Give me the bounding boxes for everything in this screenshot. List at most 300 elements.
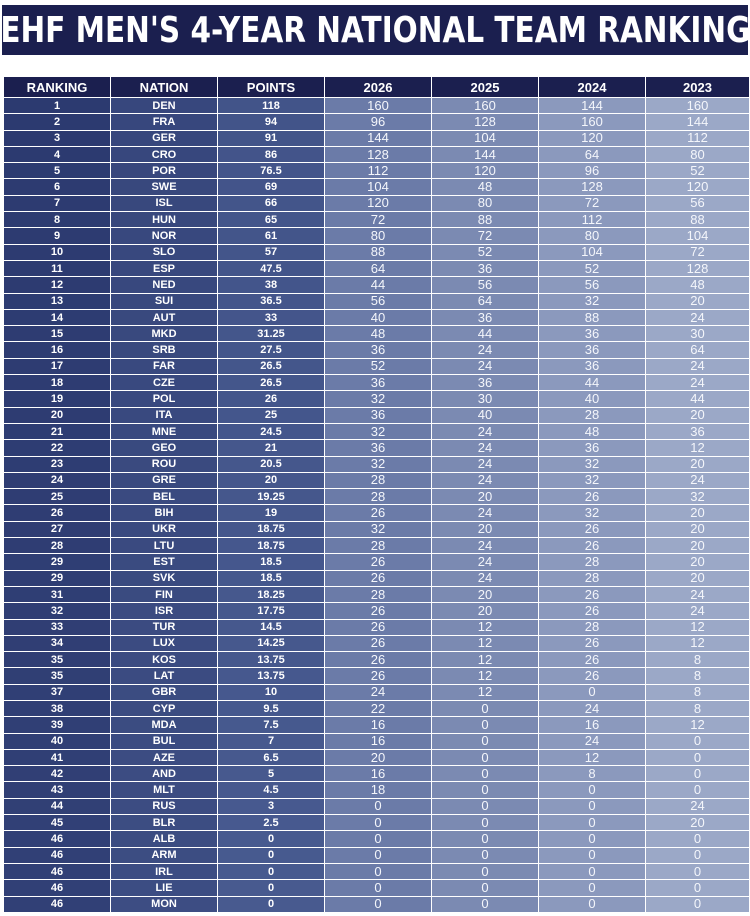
table-row (4, 244, 750, 260)
cell-year-2024: 0 (539, 863, 646, 879)
cell-points: 0 (218, 880, 325, 896)
cell-year-2023: 120 (646, 179, 750, 195)
cell-year-2024: 0 (539, 684, 646, 700)
cell-points: 10 (218, 684, 325, 700)
cell-year-2024: 144 (539, 98, 646, 114)
table-row (4, 586, 750, 602)
cell-year-2026: 32 (325, 391, 432, 407)
cell-nation: MNE (111, 423, 218, 439)
cell-year-2023: 8 (646, 684, 750, 700)
cell-nation: FRA (111, 114, 218, 130)
cell-ranking: 29 (4, 554, 111, 570)
cell-points: 33 (218, 309, 325, 325)
cell-year-2025: 52 (432, 244, 539, 260)
cell-year-2026: 52 (325, 358, 432, 374)
cell-nation: CYP (111, 700, 218, 716)
cell-nation: AZE (111, 749, 218, 765)
cell-year-2024: 32 (539, 456, 646, 472)
cell-points: 6.5 (218, 749, 325, 765)
table-row (4, 521, 750, 537)
table-row (4, 766, 750, 782)
cell-points: 14.5 (218, 619, 325, 635)
cell-year-2023: 20 (646, 505, 750, 521)
cell-year-2024: 64 (539, 146, 646, 162)
cell-points: 26.5 (218, 375, 325, 391)
cell-year-2023: 0 (646, 733, 750, 749)
cell-year-2023: 88 (646, 212, 750, 228)
column-header-year-2026: 2026 (325, 77, 432, 98)
cell-ranking: 14 (4, 309, 111, 325)
cell-year-2026: 22 (325, 700, 432, 716)
cell-ranking: 9 (4, 228, 111, 244)
cell-year-2024: 36 (539, 326, 646, 342)
cell-nation: FIN (111, 586, 218, 602)
cell-ranking: 16 (4, 342, 111, 358)
cell-ranking: 45 (4, 815, 111, 831)
cell-points: 66 (218, 195, 325, 211)
cell-year-2026: 40 (325, 309, 432, 325)
cell-year-2026: 0 (325, 815, 432, 831)
cell-year-2024: 56 (539, 277, 646, 293)
cell-year-2026: 36 (325, 407, 432, 423)
cell-year-2025: 12 (432, 619, 539, 635)
cell-year-2024: 12 (539, 749, 646, 765)
cell-year-2026: 26 (325, 505, 432, 521)
cell-ranking: 34 (4, 635, 111, 651)
cell-year-2023: 160 (646, 98, 750, 114)
cell-year-2024: 0 (539, 782, 646, 798)
cell-year-2026: 44 (325, 277, 432, 293)
table-row (4, 668, 750, 684)
cell-year-2024: 32 (539, 293, 646, 309)
cell-year-2026: 160 (325, 98, 432, 114)
column-header-year-2023: 2023 (646, 77, 750, 98)
cell-points: 5 (218, 766, 325, 782)
cell-year-2026: 0 (325, 847, 432, 863)
cell-nation: LIE (111, 880, 218, 896)
cell-year-2024: 120 (539, 130, 646, 146)
cell-nation: GBR (111, 684, 218, 700)
cell-nation: ISR (111, 603, 218, 619)
cell-year-2023: 20 (646, 521, 750, 537)
column-header-ranking: RANKING (4, 77, 111, 98)
cell-points: 61 (218, 228, 325, 244)
cell-year-2026: 0 (325, 880, 432, 896)
cell-points: 18.5 (218, 554, 325, 570)
cell-year-2024: 48 (539, 423, 646, 439)
cell-year-2024: 26 (539, 586, 646, 602)
table-row (4, 603, 750, 619)
cell-year-2024: 26 (539, 603, 646, 619)
cell-nation: AUT (111, 309, 218, 325)
table-row (4, 228, 750, 244)
cell-points: 118 (218, 98, 325, 114)
cell-year-2024: 26 (539, 635, 646, 651)
cell-year-2023: 24 (646, 603, 750, 619)
table-row (4, 212, 750, 228)
cell-ranking: 35 (4, 652, 111, 668)
cell-year-2026: 64 (325, 260, 432, 276)
cell-points: 2.5 (218, 815, 325, 831)
cell-year-2026: 56 (325, 293, 432, 309)
cell-year-2025: 12 (432, 635, 539, 651)
cell-year-2026: 26 (325, 635, 432, 651)
cell-year-2025: 24 (432, 423, 539, 439)
table-row (4, 570, 750, 586)
cell-year-2025: 24 (432, 456, 539, 472)
cell-year-2026: 36 (325, 440, 432, 456)
cell-nation: LTU (111, 538, 218, 554)
cell-nation: GEO (111, 440, 218, 456)
cell-year-2024: 0 (539, 815, 646, 831)
cell-ranking: 37 (4, 684, 111, 700)
cell-year-2023: 12 (646, 635, 750, 651)
table-row (4, 326, 750, 342)
cell-year-2026: 32 (325, 423, 432, 439)
cell-year-2023: 0 (646, 863, 750, 879)
cell-year-2026: 18 (325, 782, 432, 798)
cell-points: 13.75 (218, 652, 325, 668)
cell-year-2025: 24 (432, 538, 539, 554)
cell-nation: DEN (111, 98, 218, 114)
cell-points: 26.5 (218, 358, 325, 374)
cell-ranking: 43 (4, 782, 111, 798)
cell-year-2025: 88 (432, 212, 539, 228)
cell-year-2023: 144 (646, 114, 750, 130)
cell-points: 17.75 (218, 603, 325, 619)
cell-ranking: 15 (4, 326, 111, 342)
cell-year-2026: 16 (325, 733, 432, 749)
cell-nation: HUN (111, 212, 218, 228)
cell-year-2023: 20 (646, 538, 750, 554)
cell-year-2026: 0 (325, 831, 432, 847)
cell-year-2023: 52 (646, 163, 750, 179)
cell-ranking: 33 (4, 619, 111, 635)
table-row (4, 635, 750, 651)
cell-year-2024: 26 (539, 652, 646, 668)
cell-year-2023: 12 (646, 440, 750, 456)
cell-year-2024: 44 (539, 375, 646, 391)
cell-year-2025: 72 (432, 228, 539, 244)
cell-ranking: 10 (4, 244, 111, 260)
table-row (4, 652, 750, 668)
cell-year-2025: 20 (432, 603, 539, 619)
cell-year-2026: 28 (325, 472, 432, 488)
cell-year-2025: 0 (432, 798, 539, 814)
cell-year-2023: 20 (646, 815, 750, 831)
cell-points: 91 (218, 130, 325, 146)
cell-year-2025: 12 (432, 668, 539, 684)
table-row (4, 358, 750, 374)
cell-nation: SVK (111, 570, 218, 586)
cell-year-2025: 20 (432, 489, 539, 505)
cell-ranking: 6 (4, 179, 111, 195)
cell-nation: LAT (111, 668, 218, 684)
cell-year-2026: 28 (325, 489, 432, 505)
cell-ranking: 46 (4, 863, 111, 879)
cell-year-2023: 56 (646, 195, 750, 211)
cell-points: 57 (218, 244, 325, 260)
cell-ranking: 35 (4, 668, 111, 684)
cell-nation: UKR (111, 521, 218, 537)
cell-year-2024: 72 (539, 195, 646, 211)
cell-year-2025: 30 (432, 391, 539, 407)
cell-year-2024: 26 (539, 668, 646, 684)
cell-nation: SUI (111, 293, 218, 309)
cell-nation: ARM (111, 847, 218, 863)
cell-ranking: 11 (4, 260, 111, 276)
cell-year-2025: 20 (432, 521, 539, 537)
cell-points: 4.5 (218, 782, 325, 798)
cell-year-2026: 26 (325, 554, 432, 570)
cell-points: 20 (218, 472, 325, 488)
cell-nation: EST (111, 554, 218, 570)
cell-year-2023: 24 (646, 309, 750, 325)
cell-ranking: 41 (4, 749, 111, 765)
cell-ranking: 8 (4, 212, 111, 228)
cell-year-2023: 30 (646, 326, 750, 342)
table-row (4, 130, 750, 146)
cell-year-2023: 24 (646, 358, 750, 374)
cell-year-2024: 0 (539, 896, 646, 912)
cell-year-2025: 80 (432, 195, 539, 211)
cell-nation: POR (111, 163, 218, 179)
cell-year-2026: 26 (325, 603, 432, 619)
cell-ranking: 46 (4, 896, 111, 912)
cell-year-2026: 24 (325, 684, 432, 700)
cell-year-2024: 36 (539, 342, 646, 358)
cell-year-2026: 26 (325, 668, 432, 684)
table-row (4, 782, 750, 798)
cell-year-2024: 26 (539, 521, 646, 537)
cell-year-2025: 24 (432, 472, 539, 488)
cell-year-2025: 36 (432, 260, 539, 276)
cell-year-2026: 28 (325, 538, 432, 554)
cell-year-2026: 120 (325, 195, 432, 211)
cell-ranking: 4 (4, 146, 111, 162)
cell-year-2026: 104 (325, 179, 432, 195)
cell-year-2025: 36 (432, 375, 539, 391)
cell-year-2024: 36 (539, 358, 646, 374)
cell-year-2023: 20 (646, 570, 750, 586)
cell-points: 76.5 (218, 163, 325, 179)
cell-year-2023: 0 (646, 782, 750, 798)
cell-points: 18.75 (218, 538, 325, 554)
cell-year-2023: 20 (646, 456, 750, 472)
cell-year-2026: 16 (325, 717, 432, 733)
cell-points: 9.5 (218, 700, 325, 716)
cell-ranking: 28 (4, 538, 111, 554)
cell-points: 18.75 (218, 521, 325, 537)
cell-year-2024: 128 (539, 179, 646, 195)
cell-nation: TUR (111, 619, 218, 635)
cell-nation: SLO (111, 244, 218, 260)
table-row (4, 456, 750, 472)
cell-year-2026: 20 (325, 749, 432, 765)
cell-year-2024: 28 (539, 570, 646, 586)
cell-year-2025: 36 (432, 309, 539, 325)
cell-year-2025: 120 (432, 163, 539, 179)
cell-year-2025: 24 (432, 570, 539, 586)
cell-year-2024: 16 (539, 717, 646, 733)
ranking-table (3, 76, 750, 913)
cell-points: 19 (218, 505, 325, 521)
table-row (4, 798, 750, 814)
cell-year-2026: 36 (325, 342, 432, 358)
cell-points: 19.25 (218, 489, 325, 505)
table-row (4, 163, 750, 179)
cell-year-2025: 12 (432, 684, 539, 700)
cell-year-2024: 32 (539, 505, 646, 521)
table-row (4, 195, 750, 211)
cell-year-2026: 88 (325, 244, 432, 260)
cell-ranking: 40 (4, 733, 111, 749)
cell-ranking: 46 (4, 880, 111, 896)
table-row (4, 863, 750, 879)
cell-points: 18.25 (218, 586, 325, 602)
cell-ranking: 12 (4, 277, 111, 293)
column-header-points: POINTS (218, 77, 325, 98)
cell-year-2023: 8 (646, 668, 750, 684)
cell-nation: ROU (111, 456, 218, 472)
table-row (4, 700, 750, 716)
table-body (4, 98, 750, 913)
cell-year-2026: 0 (325, 896, 432, 912)
cell-nation: NOR (111, 228, 218, 244)
cell-ranking: 22 (4, 440, 111, 456)
cell-nation: CRO (111, 146, 218, 162)
cell-year-2026: 32 (325, 456, 432, 472)
cell-ranking: 23 (4, 456, 111, 472)
cell-ranking: 32 (4, 603, 111, 619)
cell-year-2025: 56 (432, 277, 539, 293)
cell-ranking: 46 (4, 847, 111, 863)
cell-year-2025: 0 (432, 863, 539, 879)
cell-nation: MDA (111, 717, 218, 733)
cell-year-2026: 26 (325, 570, 432, 586)
table-header-row (4, 77, 750, 98)
cell-ranking: 26 (4, 505, 111, 521)
cell-year-2023: 24 (646, 798, 750, 814)
cell-ranking: 44 (4, 798, 111, 814)
cell-year-2026: 128 (325, 146, 432, 162)
table-row (4, 749, 750, 765)
cell-year-2025: 64 (432, 293, 539, 309)
cell-year-2026: 144 (325, 130, 432, 146)
cell-nation: LUX (111, 635, 218, 651)
cell-year-2023: 0 (646, 847, 750, 863)
cell-nation: GER (111, 130, 218, 146)
cell-ranking: 18 (4, 375, 111, 391)
cell-year-2024: 36 (539, 440, 646, 456)
cell-year-2025: 0 (432, 749, 539, 765)
cell-nation: MON (111, 896, 218, 912)
cell-points: 7.5 (218, 717, 325, 733)
page-title: EHF MEN'S 4-YEAR NATIONAL TEAM RANKING (0, 9, 750, 51)
cell-year-2025: 24 (432, 440, 539, 456)
cell-ranking: 31 (4, 586, 111, 602)
cell-ranking: 13 (4, 293, 111, 309)
cell-year-2023: 128 (646, 260, 750, 276)
cell-year-2025: 128 (432, 114, 539, 130)
title-banner (2, 5, 748, 55)
table-row (4, 538, 750, 554)
cell-year-2025: 44 (432, 326, 539, 342)
cell-year-2023: 48 (646, 277, 750, 293)
cell-year-2025: 0 (432, 896, 539, 912)
cell-ranking: 42 (4, 766, 111, 782)
cell-year-2025: 0 (432, 831, 539, 847)
table-row (4, 309, 750, 325)
cell-nation: AND (111, 766, 218, 782)
cell-year-2025: 0 (432, 815, 539, 831)
cell-nation: IRL (111, 863, 218, 879)
cell-year-2023: 20 (646, 407, 750, 423)
cell-year-2024: 104 (539, 244, 646, 260)
cell-year-2025: 40 (432, 407, 539, 423)
column-header-nation: NATION (111, 77, 218, 98)
cell-year-2024: 40 (539, 391, 646, 407)
cell-year-2025: 0 (432, 847, 539, 863)
cell-nation: SRB (111, 342, 218, 358)
cell-nation: ISL (111, 195, 218, 211)
cell-year-2024: 0 (539, 847, 646, 863)
cell-nation: KOS (111, 652, 218, 668)
cell-nation: SWE (111, 179, 218, 195)
cell-ranking: 3 (4, 130, 111, 146)
cell-year-2025: 12 (432, 652, 539, 668)
cell-ranking: 1 (4, 98, 111, 114)
column-header-year-2025: 2025 (432, 77, 539, 98)
table-row (4, 407, 750, 423)
table-row (4, 847, 750, 863)
cell-year-2025: 0 (432, 766, 539, 782)
cell-year-2025: 20 (432, 586, 539, 602)
cell-year-2025: 0 (432, 782, 539, 798)
cell-ranking: 39 (4, 717, 111, 733)
cell-ranking: 2 (4, 114, 111, 130)
cell-year-2024: 24 (539, 700, 646, 716)
cell-year-2023: 20 (646, 293, 750, 309)
cell-points: 20.5 (218, 456, 325, 472)
cell-nation: BIH (111, 505, 218, 521)
cell-nation: POL (111, 391, 218, 407)
cell-year-2026: 16 (325, 766, 432, 782)
cell-year-2026: 32 (325, 521, 432, 537)
cell-year-2025: 24 (432, 358, 539, 374)
cell-points: 0 (218, 831, 325, 847)
cell-points: 24.5 (218, 423, 325, 439)
table-row (4, 440, 750, 456)
cell-points: 26 (218, 391, 325, 407)
cell-year-2024: 160 (539, 114, 646, 130)
table-row (4, 472, 750, 488)
table-row (4, 391, 750, 407)
cell-year-2024: 26 (539, 538, 646, 554)
cell-year-2023: 24 (646, 472, 750, 488)
cell-points: 69 (218, 179, 325, 195)
table-row (4, 489, 750, 505)
cell-ranking: 20 (4, 407, 111, 423)
cell-year-2026: 36 (325, 375, 432, 391)
table-row (4, 733, 750, 749)
cell-year-2026: 26 (325, 619, 432, 635)
cell-year-2026: 26 (325, 652, 432, 668)
cell-year-2023: 36 (646, 423, 750, 439)
cell-ranking: 38 (4, 700, 111, 716)
table-row (4, 260, 750, 276)
cell-points: 31.25 (218, 326, 325, 342)
